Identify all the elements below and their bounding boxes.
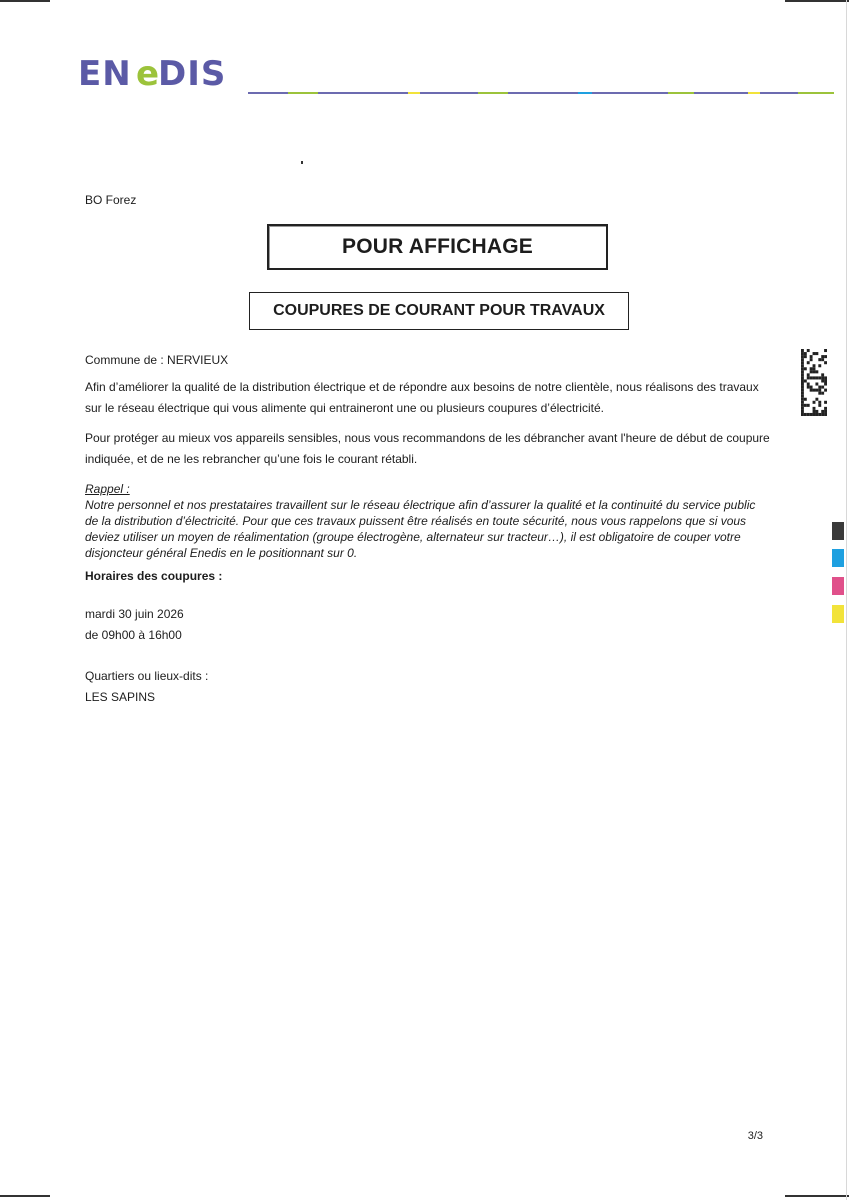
quartiers-value: LES SAPINS bbox=[85, 690, 156, 704]
print-swatch-black bbox=[832, 522, 844, 540]
page-title: POUR AFFICHAGE bbox=[267, 224, 608, 270]
print-swatch-cyan bbox=[832, 549, 844, 567]
svg-text:EN: EN bbox=[78, 54, 132, 94]
rappel-line-3: deviez utiliser un moyen de réalimentation (groupe électrogène, alternateur sur tracteur…), il est obligatoire de couper votre bbox=[85, 530, 741, 544]
page-subtitle: COUPURES DE COURANT POUR TRAVAUX bbox=[249, 292, 629, 330]
rappel-line-4: disjoncteur général Enedis en le positionnant sur 0. bbox=[85, 546, 358, 560]
recommendation-line-1: Pour protéger au mieux vos appareils sensibles, nous vous recommandons de les débrancher avant l'heure de début de coupure bbox=[85, 431, 770, 445]
rappel-line-2: de la distribution d’électricité. Pour que ces travaux puissent être réalisés en toute sécurité, nous vous rappelons que si vous bbox=[85, 514, 747, 528]
corner-mark-top-left bbox=[0, 0, 50, 2]
svg-text:e: e bbox=[136, 54, 161, 94]
horaires-heading: Horaires des coupures : bbox=[85, 569, 223, 583]
stray-mark bbox=[301, 161, 303, 164]
right-edge-line bbox=[846, 0, 847, 1200]
page-number: 3/3 bbox=[747, 1130, 763, 1142]
corner-mark-bottom-left bbox=[0, 1195, 50, 1197]
enedis-logo bbox=[78, 52, 238, 94]
intro-line-1: Afin d’améliorer la qualité de la distribution électrique et de répondre aux besoins de notre clientèle, nous réalisons des travaux bbox=[85, 380, 759, 394]
recommendation-line-2: indiquée, et de ne les rebrancher qu’une fois le courant rétabli. bbox=[85, 452, 418, 466]
outage-time: de 09h00 à 16h00 bbox=[85, 628, 182, 642]
outage-date: mardi 30 juin 2026 bbox=[85, 607, 184, 621]
quartiers-label: Quartiers ou lieux-dits : bbox=[85, 669, 209, 683]
commune-line: Commune de : NERVIEUX bbox=[85, 353, 229, 367]
sender-label: BO Forez bbox=[85, 193, 137, 207]
corner-mark-top-right bbox=[785, 0, 849, 2]
recommendation-paragraph bbox=[85, 428, 775, 470]
svg-text:DIS: DIS bbox=[158, 54, 227, 94]
print-swatch-magenta bbox=[832, 577, 844, 595]
print-swatch-yellow bbox=[832, 605, 844, 623]
corner-mark-bottom-right bbox=[785, 1195, 849, 1197]
rappel-block bbox=[85, 481, 775, 561]
datamatrix-code bbox=[801, 349, 827, 416]
header-rule bbox=[248, 82, 834, 86]
rappel-label: Rappel : bbox=[85, 482, 130, 496]
intro-line-2: sur le réseau électrique qui vous alimente qui entraineront une ou plusieurs coupures d’électricité. bbox=[85, 401, 604, 415]
rappel-line-1: Notre personnel et nos prestataires travaillent sur le réseau électrique afin d’assurer la qualité et la continuité du service public bbox=[85, 498, 756, 512]
intro-paragraph bbox=[85, 377, 775, 419]
